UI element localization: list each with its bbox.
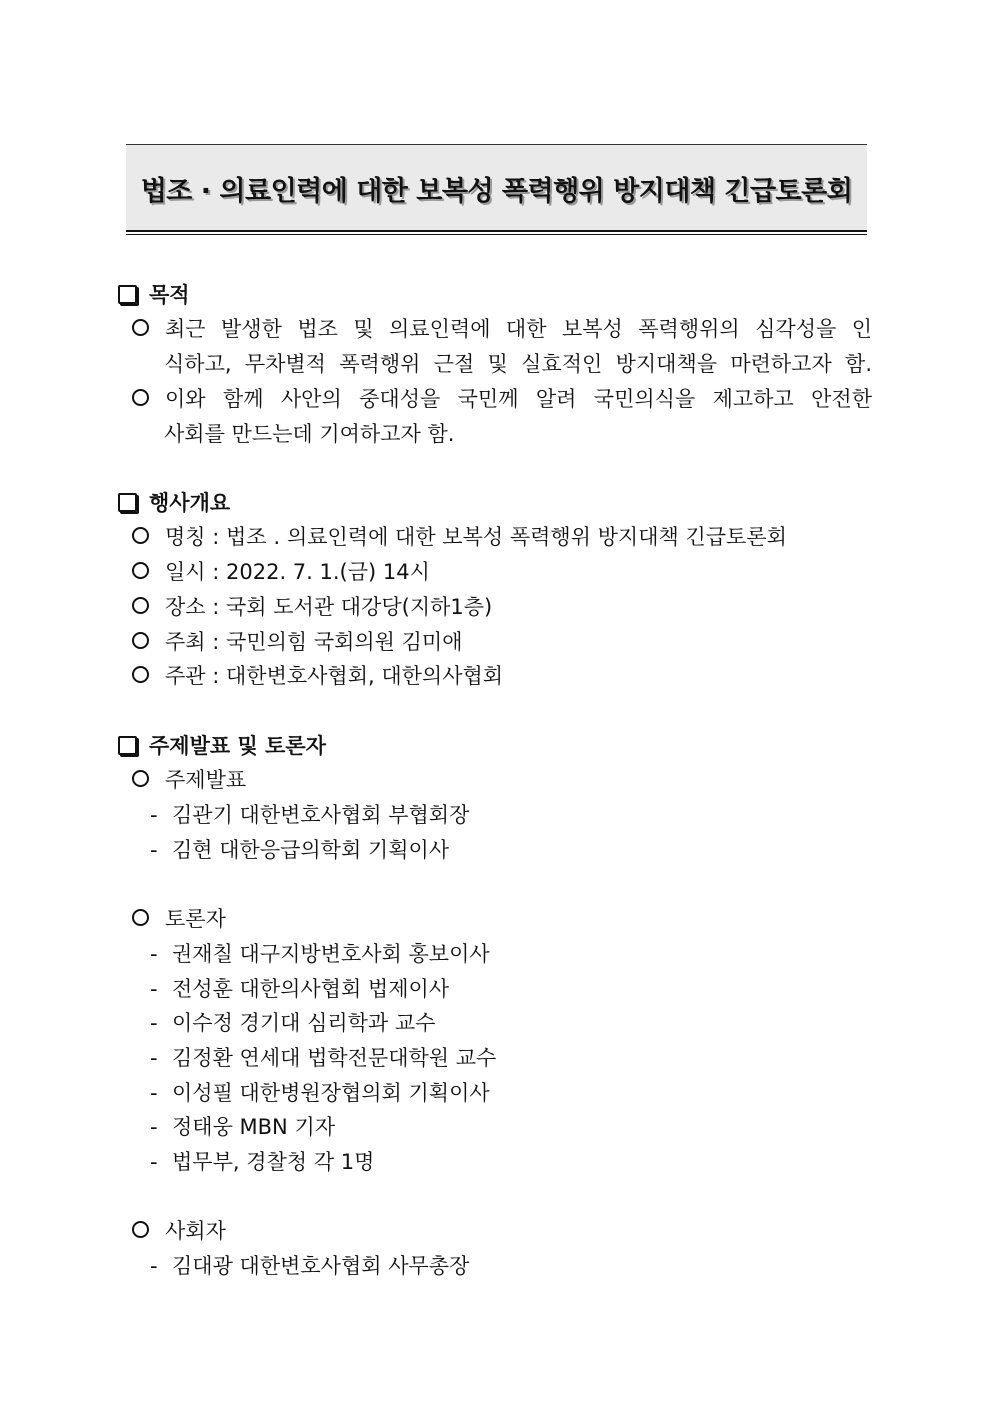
purpose-item-2-cont: 사회를 만드는데 기여하고자 함. — [164, 422, 455, 446]
overview-item-date: 일시 : 2022. 7. 1.(금) 14시 — [132, 557, 430, 587]
circle-bullet-icon — [132, 909, 149, 926]
panelist-item: - 정태웅 MBN 기자 — [150, 1115, 336, 1139]
presentation-label: 주제발표 — [132, 765, 246, 795]
circle-bullet-icon — [132, 666, 149, 683]
section-heading-overview: 행사개요 — [118, 488, 230, 518]
section-heading-speakers: 주제발표 및 토론자 — [118, 731, 326, 761]
circle-bullet-icon — [132, 597, 149, 614]
circle-bullet-icon — [132, 527, 149, 544]
title-rule-thin — [126, 234, 867, 235]
panel-label: 토론자 — [132, 904, 226, 934]
checkbox-square-icon — [118, 493, 137, 512]
circle-bullet-icon — [132, 1221, 149, 1238]
presenter-item: - 김현 대한응급의학회 기획이사 — [150, 838, 450, 862]
overview-item-host: 주최 : 국민의힘 국회의원 김미애 — [132, 627, 463, 657]
panelist-item: - 이수정 경기대 심리학과 교수 — [150, 1011, 436, 1035]
circle-bullet-icon — [132, 389, 149, 406]
panelist-item: - 권재칠 대구지방변호사회 홍보이사 — [150, 942, 490, 966]
title-rule — [126, 230, 867, 232]
panelist-item: - 이성필 대한병원장협의회 기획이사 — [150, 1081, 490, 1105]
circle-bullet-icon — [132, 770, 149, 787]
panelist-item: - 김정환 연세대 법학전문대학원 교수 — [150, 1046, 497, 1070]
moderator-label: 사회자 — [132, 1216, 226, 1246]
moderator-item: - 김대광 대한변호사협회 사무총장 — [150, 1254, 470, 1278]
circle-bullet-icon — [132, 319, 149, 336]
section-heading-purpose: 목적 — [118, 280, 190, 310]
presenter-item: - 김관기 대한변호사협회 부협회장 — [150, 803, 470, 827]
circle-bullet-icon — [132, 632, 149, 649]
document-title: 법조 · 의료인력에 대한 보복성 폭력행위 방지대책 긴급토론회 — [140, 176, 853, 207]
overview-item-name: 명칭 : 법조 ․ 의료인력에 대한 보복성 폭력행위 방지대책 긴급토론회 — [132, 522, 787, 552]
title-box — [126, 144, 867, 231]
overview-item-organizer: 주관 : 대한변호사협회, 대한의사협회 — [132, 661, 503, 691]
purpose-item-1: 최근 발생한 법조 및 의료인력에 대한 보복성 폭력행위의 심각성을 인 — [132, 314, 872, 344]
panelist-item: - 전성훈 대한의사협회 법제이사 — [150, 977, 450, 1001]
checkbox-square-icon — [118, 285, 137, 304]
overview-item-place: 장소 : 국회 도서관 대강당(지하1층) — [132, 592, 492, 622]
circle-bullet-icon — [132, 562, 149, 579]
checkbox-square-icon — [118, 736, 137, 755]
purpose-item-1-cont: 식하고, 무차별적 폭력행위 근절 및 실효적인 방지대책을 마련하고자 함. — [164, 352, 872, 376]
purpose-item-2: 이와 함께 사안의 중대성을 국민께 알려 국민의식을 제고하고 안전한 — [132, 384, 872, 414]
panelist-item: - 법무부, 경찰청 각 1명 — [150, 1150, 375, 1174]
